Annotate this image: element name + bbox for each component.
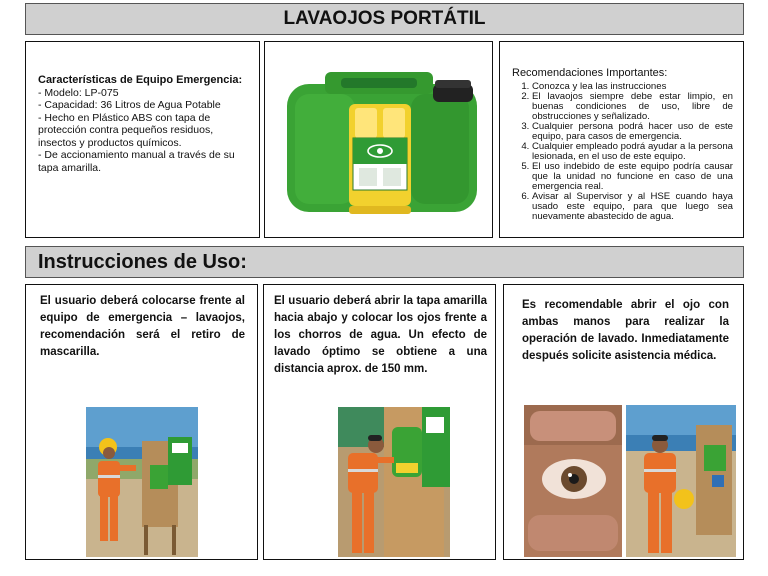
list-item: 2. El lavaojos siempre debe estar limpio, en buenas condiciones de uso, libre de obstrucciones y señalizado. xyxy=(532,92,733,122)
spec-line-material: - Hecho en Plástico ABS con tapa de protección contra pequeños residuos, insectos y productos químicos. xyxy=(38,111,214,149)
step-3-text: Es recomendable abrir el ojo con ambas manos para realizar la operación de lavado. Inmediatamente después solicite asistencia médica. xyxy=(522,299,729,362)
step-1-photo xyxy=(86,407,198,557)
recommendations-list xyxy=(512,82,733,222)
instructions-title: Instrucciones de Uso: xyxy=(25,246,744,278)
step-2-panel xyxy=(263,284,496,560)
product-image-panel xyxy=(264,41,493,238)
step-3-worker-photo xyxy=(626,405,736,557)
list-item: 6. Avisar al Supervisor y al HSE cuando haya usado este equipo, para que luego sea nuevamente abastecido de agua. xyxy=(532,192,733,222)
list-item: 3. Cualquier persona podrá hacer uso de este equipo, para casos de emergencia. xyxy=(532,122,733,142)
spec-line-capacity: - Capacidad: 36 Litros de Agua Potable xyxy=(38,99,221,111)
eyewash-station-illustration xyxy=(265,42,491,236)
step-3-eye-photo xyxy=(524,405,622,557)
list-item: 1. Conozca y lea las instrucciones xyxy=(532,82,733,92)
recommendations-heading: Recomendaciones Importantes: xyxy=(512,67,668,79)
page-title: LAVAOJOS PORTÁTIL xyxy=(25,3,744,35)
list-item: 4. Cualquier empleado podrá ayudar a la persona lesionada, en el uso de este equipo. xyxy=(532,142,733,162)
spec-line-model: - Modelo: LP-075 xyxy=(38,86,119,99)
specs-heading: Características de Equipo Emergencia: xyxy=(38,74,243,86)
step-1-panel xyxy=(25,284,258,560)
spec-line-activation: - De accionamiento manual a través de su tapa amarilla. xyxy=(38,149,235,174)
recommendations-panel xyxy=(499,41,744,238)
step-1-text: El usuario deberá colocarse frente al equipo de emergencia – lavaojos, recomendación será el retiro de mascarilla. xyxy=(40,295,245,358)
step-2-photo xyxy=(338,407,450,557)
list-item: 5. El uso indebido de este equipo podría causar que la unidad no funcione en caso de una emergencia real. xyxy=(532,162,733,192)
specs-panel xyxy=(25,41,260,238)
step-2-text: El usuario deberá abrir la tapa amarilla hacia abajo y colocar los ojos frente a los chorros de agua. Un efecto de lavado óptimo se obtiene a una distancia aprox. de 150 mm. xyxy=(274,295,487,375)
step-3-panel xyxy=(503,284,744,560)
